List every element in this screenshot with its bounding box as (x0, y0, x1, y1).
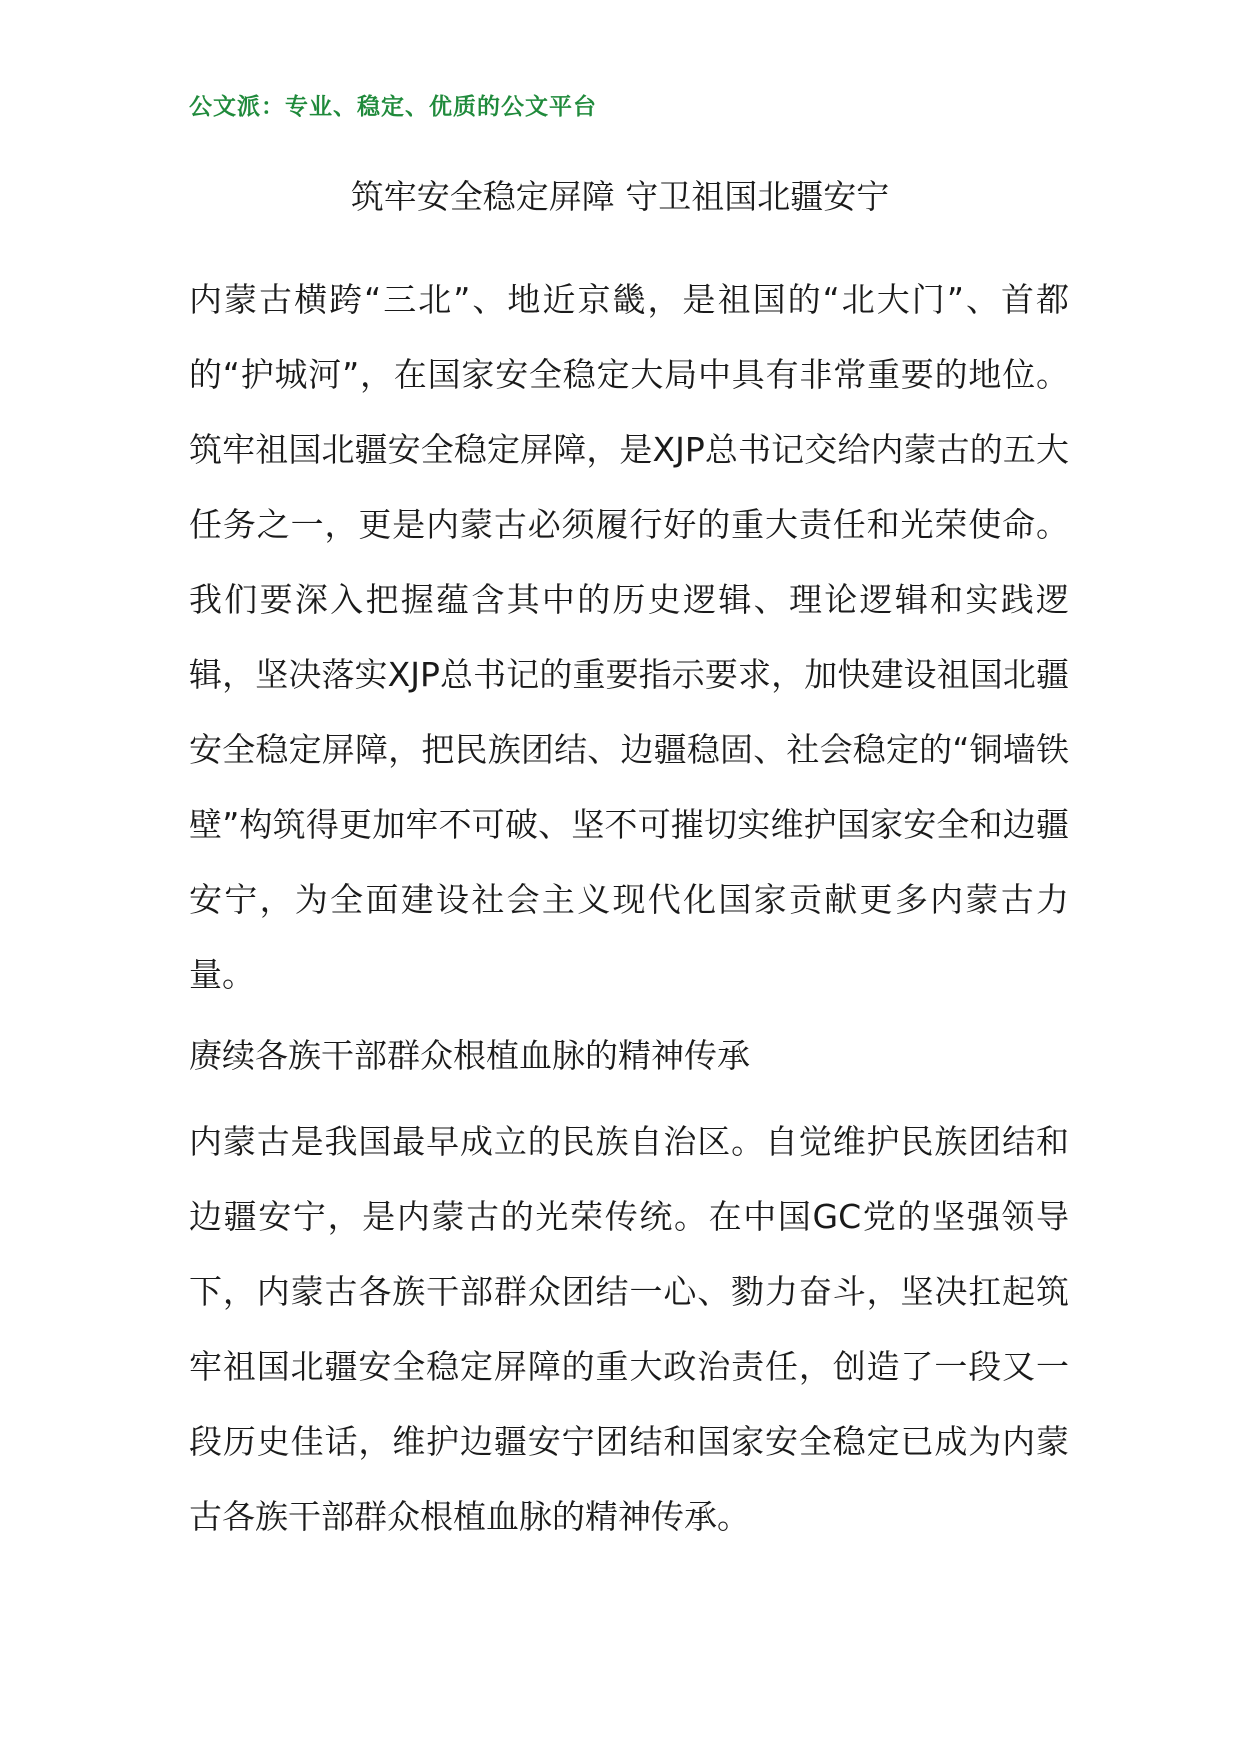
section-heading: 赓续各族干部群众根植血脉的精神传承 (189, 1036, 750, 1075)
header-tagline: 公文派：专业、稳定、优质的公文平台 (189, 93, 597, 120)
document-body (189, 262, 1069, 1554)
section-paragraph: 内蒙古是我国最早成立的民族自治区。自觉维护民族团结和边疆安宁，是内蒙古的光荣传统。在中国GC党的坚强领导下，内蒙古各族干部群众团结一心、勠力奋斗，坚决扛起筑牢祖国北疆安全稳定屏障的重大政治责任，创造了一段又一段历史佳话，维护边疆安宁团结和国家安全稳定已成为内蒙古各族干部群众根植血脉的精神传承。 (189, 1122, 1069, 1536)
document-title: 筑牢安全稳定屏障 守卫祖国北疆安宁 (350, 177, 890, 216)
intro-paragraph: 内蒙古横跨“三北”、地近京畿，是祖国的“北大门”、首都的“护城河”，在国家安全稳定大局中具有非常重要的地位。筑牢祖国北疆安全稳定屏障，是XJP总书记交给内蒙古的五大任务之一，更是内蒙古必须履行好的重大责任和光荣使命。我们要深入把握蕴含其中的历史逻辑、理论逻辑和实践逻辑，坚决落实XJP总书记的重要指示要求，加快建设祖国北疆安全稳定屏障，把民族团结、边疆稳固、社会稳定的“铜墙铁壁”构筑得更加牢不可破、坚不可摧切实维护国家安全和边疆安宁，为全面建设社会主义现代化国家贡献更多内蒙古力量。 (189, 280, 1069, 994)
